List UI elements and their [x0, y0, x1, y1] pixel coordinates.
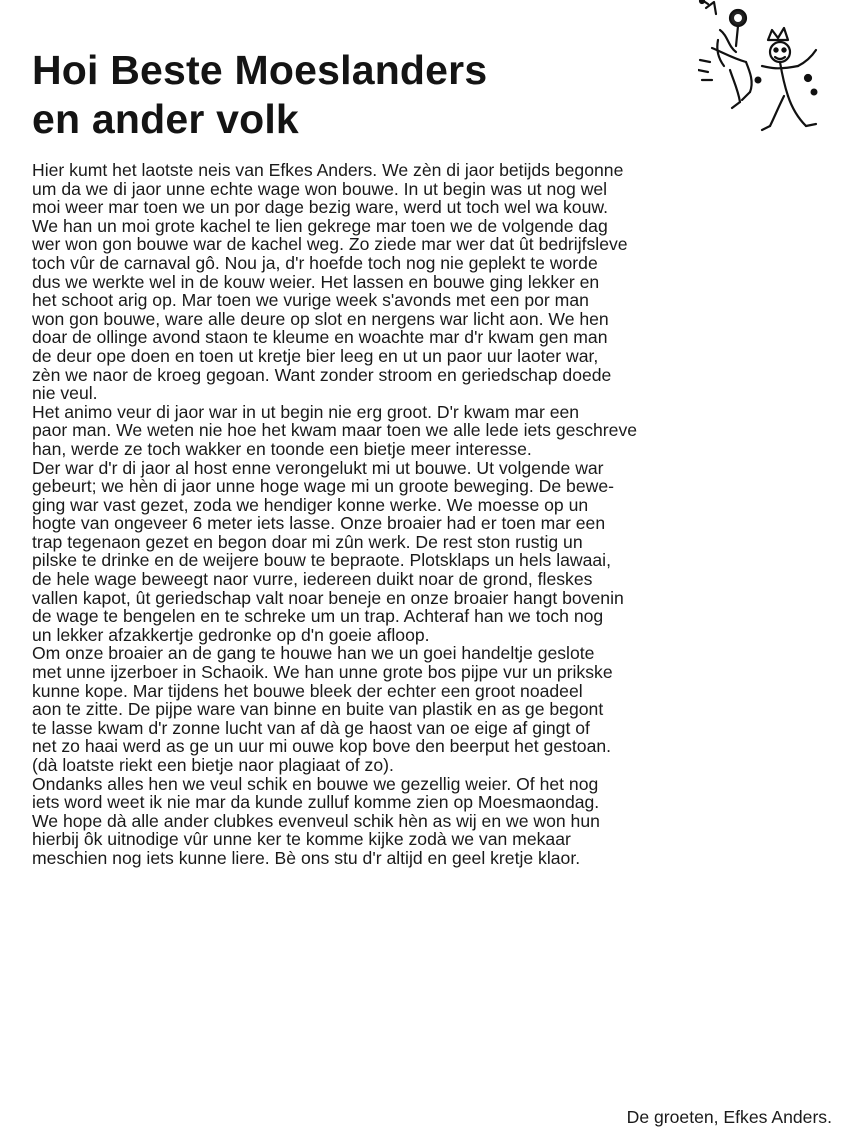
- body-line: net zo haai werd as ge un uur mi ouwe kop bove den beerput het gestoan.: [32, 736, 612, 757]
- body-line: de hele wage beweegt naor vurre, iedereen duikt noar de grond, fleskes: [32, 569, 593, 590]
- body-line: toch vûr de carnaval gô. Nou ja, d'r hoefde toch nog nie geplekt te worde: [32, 252, 598, 273]
- body-line: hogte van ongeveer 6 meter iets lasse. Onze broaier had er toen mar een: [32, 513, 606, 534]
- body-line: zèn we naor de kroeg gegoan. Want zonder stroom en geriedschap doede: [32, 364, 612, 385]
- body-line: We hope dà alle ander clubkes evenveul schik hèn as wij en we won hun: [32, 810, 600, 831]
- body-line: Der war d'r di jaor al host enne verongelukt mi ut bouwe. Ut volgende war: [32, 457, 604, 478]
- body-line: het schoot arig op. Mar toen we vurige week s'avonds met een por man: [32, 290, 589, 311]
- body-line: vallen kapot, ût geriedschap valt noar beneje en onze broaier hangt bovenin: [32, 587, 624, 608]
- body-line: pilske te drinke en de weijere bouw te bepraote. Plotsklaps un hels lawaai,: [32, 550, 611, 571]
- body-line: met unne ijzerboer in Schaoik. We han unne grote bos pijpe vur un prikske: [32, 662, 613, 683]
- body-line: un lekker afzakkertje gedronke op d'n goeie afloop.: [32, 624, 430, 645]
- body-line: moi weer mar toen we un por dage bezig ware, werd ut toch wel wa kouw.: [32, 197, 608, 218]
- body-line: te lasse kwam d'r zonne lucht van af dà ge haost van oe eige af gingt of: [32, 717, 590, 738]
- body-line: um da we di jaor unne echte wage won bouwe. In ut begin was ut nog wel: [32, 178, 608, 199]
- body-line: gebeurt; we hèn di jaor unne hoge wage mi un groote beweging. De bewe-: [32, 476, 614, 497]
- body-line: Hier kumt het laotste neis van Efkes Anders. We zèn di jaor betijds begonne: [32, 160, 624, 180]
- body-line: de deur ope doen en toen ut kretje bier leeg en ut un paor uur laoter war,: [32, 345, 599, 366]
- body-line: wer won gon bouwe war de kachel weg. Zo ziede mar wer dat ût bedrijfsleve: [32, 234, 628, 255]
- body-line: Om onze broaier an de gang te houwe han we un goei handeltje geslote: [32, 643, 595, 664]
- carnival-dancers-icon: [698, 0, 823, 138]
- body-line: kunne kope. Mar tijdens het bouwe bleek der echter een groot noadeel: [32, 680, 583, 701]
- title-line-2: en ander volk: [32, 96, 299, 142]
- body-line: meschien nog iets kunne liere. Bè ons stu d'r altijd en geel kretje klaor.: [32, 847, 581, 868]
- body-line: We han un moi grote kachel te lien gekrege mar toen we de volgende dag: [32, 215, 608, 236]
- signoff: De groeten, Efkes Anders.: [626, 1107, 832, 1127]
- body-line: aon te zitte. De pijpe ware van binne en buite van plastik en as ge begont: [32, 699, 604, 720]
- page-title: [32, 46, 487, 144]
- body-line: paor man. We weten nie hoe het kwam maar toen we alle lede iets geschreve: [32, 420, 638, 441]
- title-line-1: Hoi Beste Moeslanders: [32, 47, 488, 93]
- body-line: de wage te bengelen en te schreke um un trap. Achteraf han we toch nog: [32, 606, 604, 627]
- article-body: [32, 161, 844, 868]
- body-line: han, werde ze toch wakker en toonde een bietje meer interesse.: [32, 438, 532, 459]
- body-line: hierbij ôk uitnodige vûr unne ker te komme kijke zodà we van mekaar: [32, 829, 571, 850]
- body-line: iets word weet ik nie mar da kunde zulluf komme zien op Moesmaondag.: [32, 792, 600, 813]
- body-line: won gon bouwe, ware alle deure op slot en nergens war licht aon. We hen: [32, 308, 609, 329]
- body-line: Het animo veur di jaor war in ut begin nie erg groot. D'r kwam mar een: [32, 401, 580, 422]
- body-line: nie veul.: [32, 383, 98, 404]
- body-line: trap tegenaon gezet en begon doar mi zûn werk. De rest ston rustig un: [32, 531, 583, 552]
- body-line: (dà loatste riekt een bietje naor plagiaat of zo).: [32, 755, 394, 775]
- body-line: Ondanks alles hen we veul schik en bouwe we gezellig weier. Of het nog: [32, 773, 599, 794]
- body-line: doar de ollinge avond staon te kleume en woachte mar d'r kwam gen man: [32, 327, 608, 348]
- body-line: dus we werkte wel in de kouw weier. Het lassen en bouwe ging lekker en: [32, 271, 600, 292]
- body-line: ging war vast gezet, zoda we hendiger konne werke. We moesse op un: [32, 494, 589, 515]
